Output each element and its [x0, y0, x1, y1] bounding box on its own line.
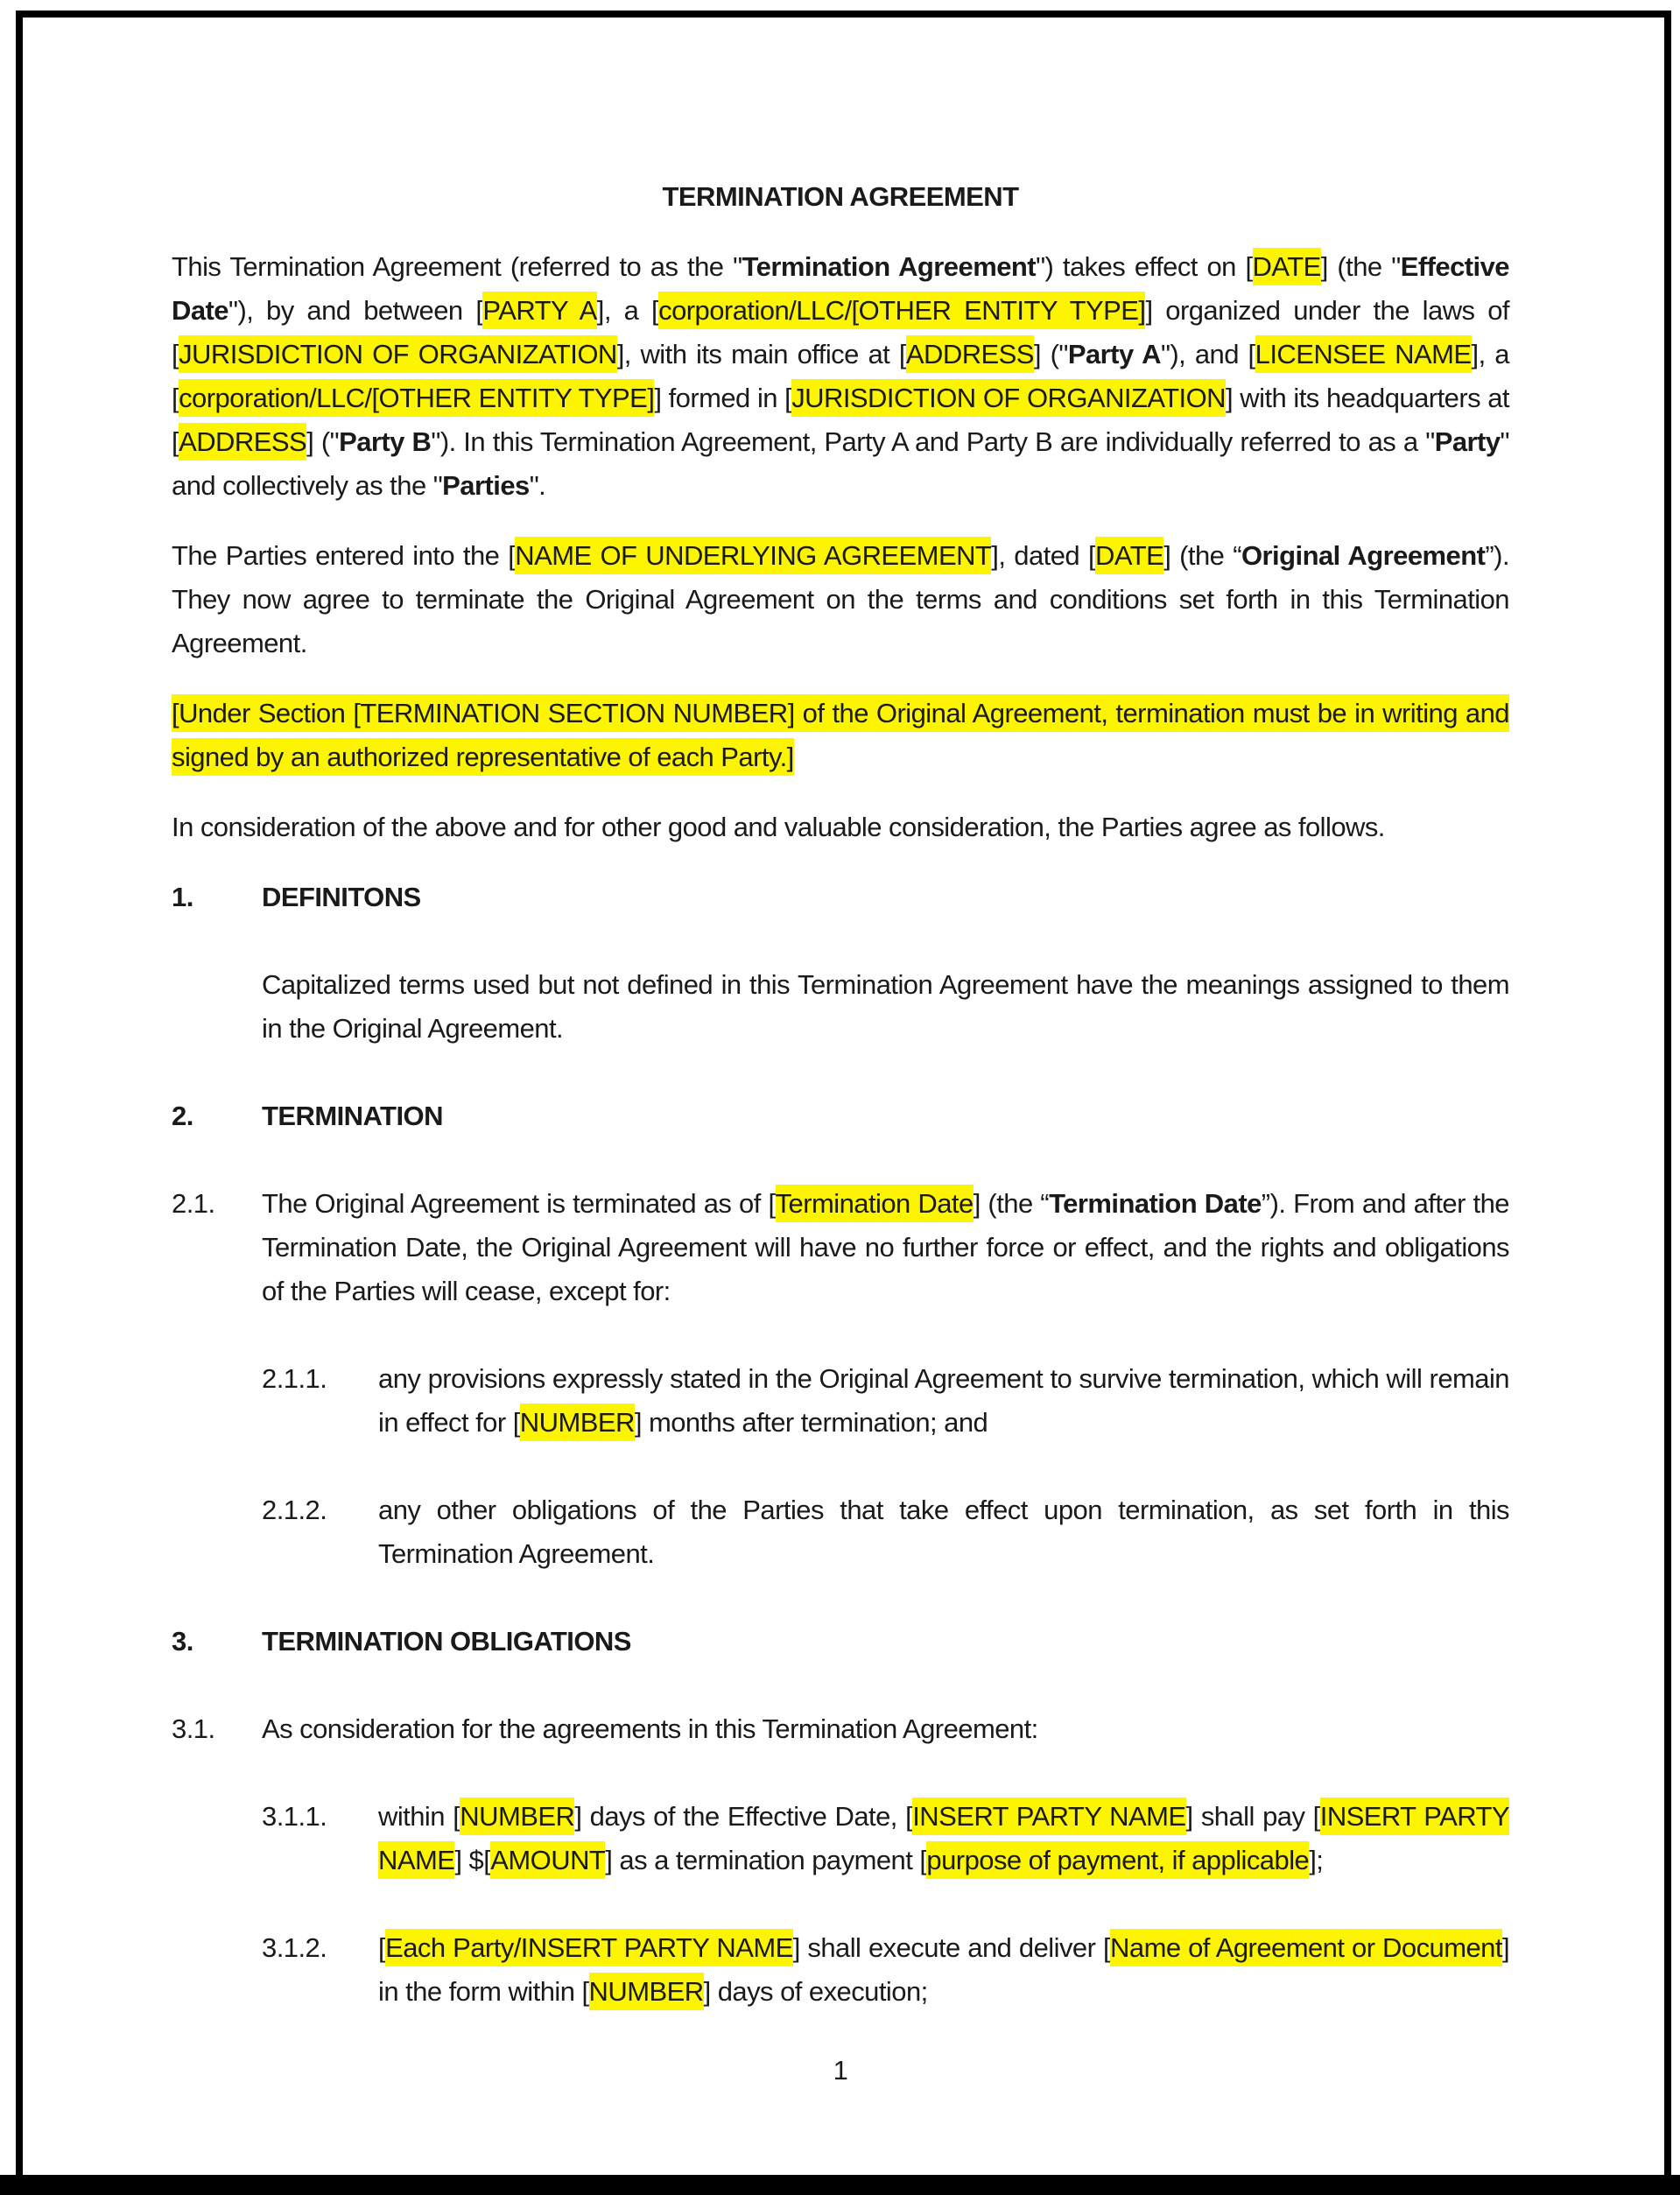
placeholder-highlight: ADDRESS	[906, 335, 1034, 373]
clause-number: 2.1.1.	[262, 1363, 327, 1394]
placeholder-highlight: ADDRESS	[179, 423, 306, 461]
text-run: ] in the form within [	[378, 1932, 1510, 2007]
clause-number: 2.1.2.	[262, 1495, 327, 1525]
document-title: TERMINATION AGREEMENT	[662, 181, 1019, 212]
text-run: ] days of the Effective Date, [	[574, 1801, 913, 1832]
placeholder-highlight: NUMBER	[460, 1798, 574, 1835]
text-run: " and collectively as the "	[172, 426, 1509, 501]
placeholder-highlight: DATE	[1095, 537, 1163, 574]
bold-term: Party A	[1067, 339, 1161, 369]
clause-3-1-2	[172, 1926, 1509, 2014]
text-run: ] ("	[1033, 339, 1068, 369]
clause-2-1	[172, 1182, 1509, 1313]
text-run: ] organized under the laws of [	[172, 295, 1509, 369]
text-run: ], with its main office at [	[616, 339, 906, 369]
bold-term: Original Agreement	[1241, 540, 1486, 571]
text-run: Capitalized terms used but not defined in this Termination Agreement have the meanings assigned to them in the Original Agreement.	[262, 969, 1509, 1044]
placeholder-highlight: purpose of payment, if applicable	[926, 1841, 1309, 1879]
section-number: 3.	[172, 1626, 193, 1657]
scan-bottom-edge	[0, 2175, 1680, 2195]
text-run: ], a [	[172, 339, 1509, 413]
bold-term: Party B	[339, 426, 432, 457]
text-run: This Termination Agreement (referred to as the "	[172, 251, 742, 282]
text-run: ] with its headquarters at [	[172, 383, 1509, 457]
text-run: ] (the “	[1163, 540, 1241, 571]
bold-term: Party	[1434, 426, 1501, 457]
placeholder-highlight: Name of Agreement or Document	[1110, 1929, 1502, 1966]
text-run: ] shall pay [	[1185, 1801, 1320, 1832]
text-run: ") takes effect on [	[1036, 251, 1253, 282]
text-run: ] $[	[454, 1845, 491, 1875]
consideration-paragraph	[172, 806, 1509, 849]
placeholder-highlight: corporation/LLC/[OTHER ENTITY TYPE]	[658, 292, 1145, 329]
clause-2-1-1	[172, 1357, 1509, 1445]
clause-3-1-1	[172, 1795, 1509, 1882]
section-heading-label: DEFINITONS	[262, 882, 421, 912]
placeholder-highlight: JURISDICTION OF ORGANIZATION	[791, 379, 1226, 417]
text-run: ], a [	[596, 295, 659, 326]
placeholder-highlight: INSERT PARTY NAME	[378, 1798, 1509, 1879]
text-run: ] shall execute and deliver [	[792, 1932, 1111, 1963]
text-run: "), and [	[1160, 339, 1255, 369]
text-run: The Parties entered into the [	[172, 540, 516, 571]
placeholder-highlight: NUMBER	[520, 1404, 635, 1441]
text-run: In consideration of the above and for other good and valuable consideration, the Parties agree as follows.	[172, 812, 1385, 842]
definitions-paragraph	[172, 963, 1509, 1051]
text-run: ] formed in [	[654, 383, 792, 413]
text-run: The Original Agreement is terminated as of [	[262, 1188, 776, 1219]
page-number: 1	[833, 2055, 848, 2086]
text-run: ] (the “	[973, 1188, 1050, 1219]
clause-number: 3.1.2.	[262, 1932, 327, 1963]
text-run: ".	[529, 470, 546, 501]
placeholder-highlight: [Under Section [TERMINATION SECTION NUMBER] of the Original Agreement, termination must be in writing and signed by an authorized representative of each Party.]	[172, 694, 1509, 776]
preamble-paragraph	[172, 245, 1509, 508]
text-run: ] ("	[306, 426, 340, 457]
bold-term: Termination Agreement	[742, 251, 1037, 282]
placeholder-highlight: NUMBER	[589, 1973, 704, 2010]
clause-number: 3.1.1.	[262, 1801, 327, 1832]
placeholder-highlight: AMOUNT	[490, 1841, 605, 1879]
text-run: ”). They now agree to terminate the Original Agreement on the terms and conditions set forth in this Termination Agreement.	[172, 540, 1510, 658]
bold-term: Parties	[442, 470, 530, 501]
text-run: ] days of execution;	[703, 1976, 928, 2007]
heading-definitions	[172, 876, 1509, 919]
text-run: "), by and between [	[228, 295, 483, 326]
placeholder-highlight: PARTY A	[482, 292, 596, 329]
text-run: ] (the "	[1320, 251, 1401, 282]
clause-number: 2.1.	[172, 1188, 215, 1219]
text-run: any other obligations of the Parties that take effect upon termination, as set forth in this Termination Agreement.	[378, 1495, 1509, 1569]
placeholder-highlight: DATE	[1253, 248, 1321, 285]
termination-notice-clause	[172, 692, 1509, 779]
placeholder-highlight: Each Party/INSERT PARTY NAME	[385, 1929, 793, 1966]
text-run: ] months after termination; and	[634, 1407, 988, 1438]
section-number: 1.	[172, 882, 193, 912]
section-heading-label: TERMINATION	[262, 1101, 443, 1131]
text-run: ], dated [	[991, 540, 1096, 571]
section-number: 2.	[172, 1101, 193, 1131]
bold-term: Termination Date	[1049, 1188, 1262, 1219]
bold-term: Effective Date	[172, 251, 1509, 326]
heading-termination-obligations	[172, 1620, 1509, 1664]
text-run: any provisions expressly stated in the Original Agreement to survive termination, which will remain in effect for [	[378, 1363, 1509, 1438]
placeholder-highlight: LICENSEE NAME	[1255, 335, 1472, 373]
text-run: ] as a termination payment [	[605, 1845, 927, 1875]
placeholder-highlight: INSERT PARTY NAME	[912, 1798, 1185, 1835]
text-run: within [	[378, 1801, 460, 1832]
clause-3-1	[172, 1707, 1509, 1751]
placeholder-highlight: NAME OF UNDERLYING AGREEMENT	[515, 537, 991, 574]
section-heading-label: TERMINATION OBLIGATIONS	[262, 1626, 631, 1657]
clause-number: 3.1.	[172, 1713, 215, 1744]
document-body	[172, 175, 1509, 2014]
clause-2-1-2	[172, 1488, 1509, 1576]
text-run: "). In this Termination Agreement, Party A and Party B are individually referred to as a "	[431, 426, 1435, 457]
recitals-paragraph	[172, 534, 1509, 665]
text-run: ”). From and after the Termination Date, the Original Agreement will have no further force or effect, and the rights and obligations of the Parties will cease, except for:	[262, 1188, 1509, 1306]
heading-termination	[172, 1094, 1509, 1138]
placeholder-highlight: JURISDICTION OF ORGANIZATION	[179, 335, 617, 373]
text-run: [	[378, 1932, 386, 1963]
placeholder-highlight: corporation/LLC/[OTHER ENTITY TYPE]	[179, 379, 654, 417]
text-run: ];	[1309, 1845, 1324, 1875]
text-run: As consideration for the agreements in this Termination Agreement:	[262, 1713, 1038, 1744]
placeholder-highlight: Termination Date	[776, 1185, 974, 1222]
